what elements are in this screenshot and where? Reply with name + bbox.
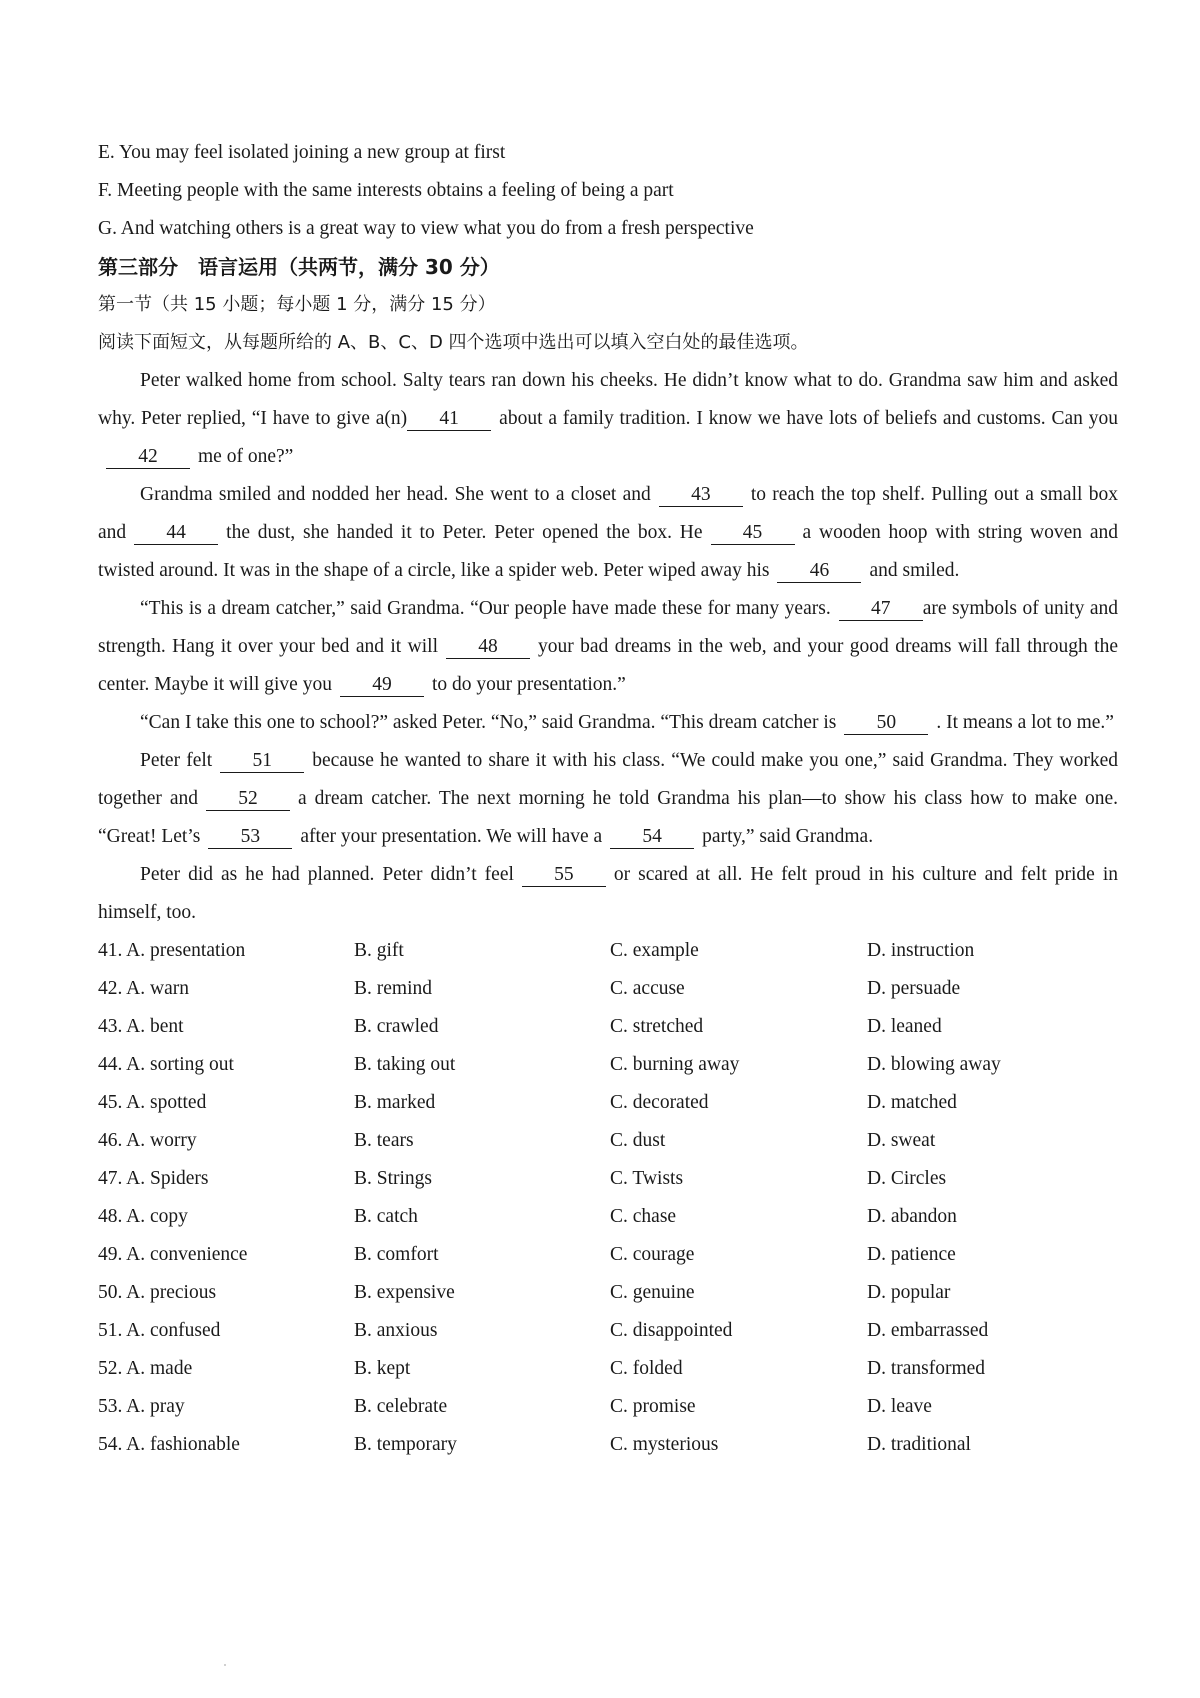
option-d: D. popular (867, 1282, 951, 1303)
option-row-41 (98, 932, 1118, 970)
option-d: D. leaned (867, 1016, 942, 1037)
option-c: C. example (610, 940, 699, 961)
blank-49: 49 (340, 675, 424, 697)
section-title: 第三部分 语言运用（共两节，满分 30 分） (98, 255, 500, 279)
text: Peter felt (140, 750, 213, 771)
option-row-49 (98, 1236, 1118, 1274)
option-d: D. patience (867, 1244, 956, 1265)
option-d: D. embarrassed (867, 1320, 989, 1341)
text: Peter walked home from school. Salty tears ran down his cheeks. He didn’t know what to do. Grandma saw him and asked why. Peter replied, “I have to give a(n) (98, 370, 1118, 429)
option-c: C. promise (610, 1396, 696, 1417)
option-d: D. transformed (867, 1358, 986, 1379)
option-b: B. comfort (354, 1244, 439, 1265)
blank-51: 51 (220, 751, 304, 773)
option-d: D. persuade (867, 978, 961, 999)
option-b: B. Strings (354, 1168, 433, 1189)
text: party,” said Grandma. (702, 826, 874, 847)
option-c: C. courage (610, 1244, 695, 1265)
option-b: B. catch (354, 1206, 418, 1227)
option-g-line: G. And watching others is a great way to view what you do from a fresh perspective (98, 218, 754, 239)
option-c: C. Twists (610, 1168, 684, 1189)
option-d: D. instruction (867, 940, 975, 961)
option-b: B. tears (354, 1130, 414, 1151)
option-row-52 (98, 1350, 1118, 1388)
option-c: C. folded (610, 1358, 683, 1379)
blank-52: 52 (206, 789, 290, 811)
option-d: D. traditional (867, 1434, 971, 1455)
options-table (98, 932, 1118, 1464)
text: or scared at all. He felt proud in his culture and felt pride in himself, too. (98, 864, 1118, 923)
option-c: C. chase (610, 1206, 677, 1227)
option-c: C. burning away (610, 1054, 740, 1075)
page-content (98, 134, 1118, 1464)
cloze-passage (98, 362, 1118, 932)
scan-speck (224, 1664, 226, 1666)
text: a dream catcher. The next morning he told Grandma his plan—to show his class how to make one. “Great! Let’s (98, 788, 1118, 847)
option-d: D. leave (867, 1396, 932, 1417)
option-c: C. mysterious (610, 1434, 719, 1455)
text: Peter did as he had planned. Peter didn’t feel (140, 864, 514, 885)
text: your bad dreams in the web, and your good dreams will fall through the center. Maybe it will give you (98, 636, 1118, 695)
option-c: C. decorated (610, 1092, 709, 1113)
text: “This is a dream catcher,” said Grandma. “Our people have made these for many years. (140, 598, 831, 619)
text: because he wanted to share it with his class. “We could make you one,” said Grandma. They worked together and (98, 750, 1118, 809)
option-a: 43. A. bent (98, 1016, 184, 1037)
option-c: C. stretched (610, 1016, 704, 1037)
option-d: D. Circles (867, 1168, 947, 1189)
text: about a family tradition. I know we have lots of beliefs and customs. Can you (499, 408, 1118, 429)
option-b: B. temporary (354, 1434, 457, 1455)
option-c: C. genuine (610, 1282, 695, 1303)
blank-53: 53 (208, 827, 292, 849)
option-b: B. celebrate (354, 1396, 448, 1417)
option-row-42 (98, 970, 1118, 1008)
option-d: D. abandon (867, 1206, 957, 1227)
option-row-46 (98, 1122, 1118, 1160)
option-b: B. anxious (354, 1320, 438, 1341)
option-row-45 (98, 1084, 1118, 1122)
option-a: 51. A. confused (98, 1320, 221, 1341)
blank-46: 46 (777, 561, 861, 583)
text: after your presentation. We will have a (300, 826, 603, 847)
blank-43: 43 (659, 485, 743, 507)
option-c: C. disappointed (610, 1320, 733, 1341)
option-c: C. dust (610, 1130, 666, 1151)
option-row-51 (98, 1312, 1118, 1350)
instructions: 阅读下面短文，从每题所给的 A、B、C、D 四个选项中选出可以填入空白处的最佳选项。 (98, 332, 809, 353)
text: “Can I take this one to school?” asked Peter. “No,” said Grandma. “This dream catcher is (140, 712, 837, 733)
option-a: 45. A. spotted (98, 1092, 207, 1113)
option-b: B. expensive (354, 1282, 455, 1303)
text: are symbols of unity and strength. Hang it over your bed and it will (98, 598, 1118, 657)
option-b: B. marked (354, 1092, 436, 1113)
paragraph-4 (98, 704, 1118, 742)
option-row-54 (98, 1426, 1118, 1464)
option-a: 48. A. copy (98, 1206, 188, 1227)
option-d: D. blowing away (867, 1054, 1001, 1075)
text: Grandma smiled and nodded her head. She went to a closet and (140, 484, 651, 505)
option-d: D. matched (867, 1092, 957, 1113)
text: to do your presentation.” (431, 674, 626, 695)
option-b: B. kept (354, 1358, 411, 1379)
text: to reach the top shelf. Pulling out a small box and (98, 484, 1118, 543)
text: and smiled. (869, 560, 960, 581)
option-row-44 (98, 1046, 1118, 1084)
text: me of one?” (198, 446, 294, 467)
option-row-43 (98, 1008, 1118, 1046)
option-a: 46. A. worry (98, 1130, 197, 1151)
option-c: C. accuse (610, 978, 685, 999)
blank-44: 44 (134, 523, 218, 545)
option-row-48 (98, 1198, 1118, 1236)
option-f-line: F. Meeting people with the same interests obtains a feeling of being a part (98, 180, 674, 201)
option-a: 52. A. made (98, 1358, 193, 1379)
option-a: 54. A. fashionable (98, 1434, 240, 1455)
paragraph-6 (98, 856, 1118, 932)
blank-55: 55 (522, 865, 606, 887)
option-a: 50. A. precious (98, 1282, 217, 1303)
option-b: B. taking out (354, 1054, 456, 1075)
option-a: 44. A. sorting out (98, 1054, 234, 1075)
paragraph-2 (98, 476, 1118, 590)
paragraph-1 (98, 362, 1118, 476)
option-a: 41. A. presentation (98, 940, 246, 961)
blank-41: 41 (407, 409, 491, 431)
subsection-title: 第一节（共 15 小题；每小题 1 分，满分 15 分） (98, 294, 496, 315)
text: . It means a lot to me.” (936, 712, 1114, 733)
text: the dust, she handed it to Peter. Peter opened the box. He (226, 522, 703, 543)
paragraph-5 (98, 742, 1118, 856)
text: a wooden hoop with string woven and twisted around. It was in the shape of a circle, like a spider web. Peter wiped away his (98, 522, 1118, 581)
paragraph-3 (98, 590, 1118, 704)
option-a: 42. A. warn (98, 978, 189, 999)
blank-48: 48 (446, 637, 530, 659)
option-a: 49. A. convenience (98, 1244, 248, 1265)
blank-54: 54 (610, 827, 694, 849)
option-b: B. crawled (354, 1016, 439, 1037)
option-a: 53. A. pray (98, 1396, 185, 1417)
option-b: B. remind (354, 978, 432, 999)
option-d: D. sweat (867, 1130, 936, 1151)
option-row-50 (98, 1274, 1118, 1312)
option-a: 47. A. Spiders (98, 1168, 209, 1189)
option-e-line: E. You may feel isolated joining a new group at first (98, 142, 506, 163)
blank-47: 47 (839, 599, 923, 621)
blank-42: 42 (106, 447, 190, 469)
option-row-47 (98, 1160, 1118, 1198)
option-row-53 (98, 1388, 1118, 1426)
blank-45: 45 (711, 523, 795, 545)
blank-50: 50 (844, 713, 928, 735)
option-b: B. gift (354, 940, 404, 961)
